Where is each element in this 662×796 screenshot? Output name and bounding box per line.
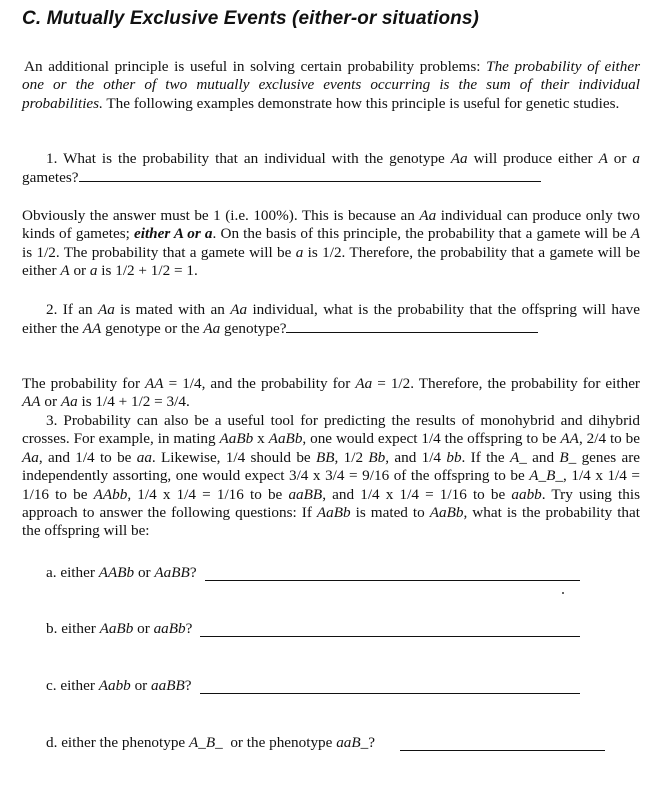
q2-s2: is mated with an (114, 301, 231, 318)
a1-s3: . On the basis of this principle, the probability that a gamete will be (212, 225, 631, 243)
sqd-phenotype-1: A_B_ (188, 734, 223, 751)
a1-allele-cap: A (630, 225, 641, 243)
a2-Aa-2: Aa (60, 393, 78, 411)
a1-s6: or (69, 262, 90, 280)
subquestion-a (46, 564, 197, 582)
question-3 (22, 412, 640, 541)
sqc-answer-blank[interactable] (200, 693, 580, 694)
q3-s15: . Try using this approach to answer the following questions: If (22, 485, 640, 522)
q3-g1: AA (560, 430, 579, 448)
question-1 (22, 150, 640, 188)
sqa-genotype-1: AABb (98, 564, 135, 581)
q3-s14: , and 1/4 x 1/4 = 1/16 to be (322, 485, 512, 503)
q3-s12: , 1/4 x 1/4 = 1/16 to be (22, 467, 640, 503)
sqb-mid: or (133, 620, 154, 637)
intro-lead: An additional principle is useful in solving certain probability problems: (24, 58, 487, 75)
q2-genotype-2: Aa (230, 301, 248, 318)
q3-g4: BB (315, 448, 335, 466)
a2-s4: or (40, 393, 61, 411)
a1-allele-low: a (295, 243, 304, 261)
q2-s1: 2. If an (46, 301, 98, 318)
sqb-prefix: b. either (46, 620, 100, 637)
sqb-end: ? (185, 620, 193, 637)
q3-g3: aa (136, 448, 152, 466)
a1-genotype: Aa (419, 207, 437, 224)
q3-s17: , what is the probability that the offspring will be: (22, 504, 640, 540)
a2-s2: = 1/4, and the probability for (163, 375, 356, 392)
q3-s5: , and 1/4 to be (38, 448, 137, 466)
a2-AA-2: AA (22, 393, 41, 411)
q3-g7: A_ (509, 448, 527, 466)
q3-s13: , 1/4 x 1/4 = 1/16 to be (127, 485, 289, 503)
q3-g5: Bb (368, 448, 386, 466)
q3-s8: , and 1/4 (385, 448, 447, 466)
q1-genotype: Aa (450, 150, 468, 167)
q3-s1: 3. Probability can also be a useful tool for predicting the results of monohybrid and dihybrid crosses. For example, in mating (22, 412, 640, 448)
q1-answer-blank[interactable] (79, 168, 541, 182)
q3-s7: , 1/2 (334, 448, 369, 466)
q1-text-d: gametes? (22, 169, 79, 187)
a1-s2: individual can produce only two kinds of gametes; (22, 207, 640, 243)
q3-g6: bb (446, 448, 462, 466)
answer-2-paragraph (22, 375, 640, 412)
q2-s4: genotype or the (101, 320, 204, 338)
sqa-end: ? (189, 564, 197, 581)
q3-s16: is mated to (350, 504, 430, 522)
sqc-genotype-2: aaBB (151, 677, 185, 694)
sqd-prefix: d. either the phenotype (46, 734, 189, 751)
q2-s3: individual, what is the probability that the offspring will have either the (22, 301, 641, 338)
q2-genotype-3: Aa (203, 320, 221, 338)
sqb-answer-blank[interactable] (200, 636, 580, 637)
answer-1-paragraph (22, 207, 640, 281)
sqd-phenotype-2: aaB_ (336, 734, 369, 751)
sqa-prefix: a. either (46, 564, 99, 581)
q3-s3: , one would expect 1/4 the offspring to be (302, 430, 561, 448)
a1-s5: is 1/2. Therefore, the probability that a gamete will be either (22, 243, 640, 280)
sqc-end: ? (184, 677, 192, 694)
q2-s5: genotype? (220, 320, 287, 338)
sqa-answer-blank[interactable] (205, 580, 580, 581)
q3-g9: A_B_ (529, 467, 563, 485)
q1-text-a: What is the probability that an individual with the genotype (57, 150, 451, 167)
q1-number: 1. (46, 150, 58, 167)
intro-principle: The probability of either one or the other of two mutually exclusive events occurring is the sum of their individual probabilities. (22, 58, 640, 112)
sqd-answer-blank[interactable] (400, 750, 605, 751)
q2-genotype-AA: AA (82, 320, 102, 338)
sqb-genotype-1: AaBb (99, 620, 134, 637)
sqc-prefix: c. either (46, 677, 99, 694)
sqc-mid: or (130, 677, 152, 694)
question-2 (22, 301, 640, 339)
q3-s10: and (526, 448, 560, 466)
q3-s6: . Likewise, 1/4 should be (151, 448, 316, 466)
q2-answer-blank[interactable] (286, 319, 538, 333)
sqd-end: ? (368, 734, 375, 751)
subquestion-c (46, 677, 192, 695)
q2-genotype-1: Aa (97, 301, 115, 318)
a1-either: either A or a (133, 225, 213, 243)
sqa-genotype-2: AaBB (154, 564, 190, 581)
sqb-genotype-2: aaBb (153, 620, 186, 637)
sqc-genotype-1: Aabb (98, 677, 131, 694)
q1-text-c: or (607, 150, 633, 167)
a1-s4: is 1/2. The probability that a gamete will be (22, 243, 296, 261)
q3-g12: aabb (511, 485, 542, 503)
a2-s3: = 1/2. Therefore, the probability for either (372, 375, 640, 392)
intro-paragraph (22, 58, 640, 113)
stray-dot (562, 592, 564, 594)
q3-cross-2: AaBb (268, 430, 303, 448)
a2-Aa: Aa (355, 375, 373, 392)
q3-s11: genes are independently assorting, one would expect 3/4 x 3/4 = 9/16 of the offspring to be (22, 448, 640, 485)
a1-s7: is 1/2 + 1/2 = 1. (97, 262, 198, 280)
a2-AA: AA (145, 375, 164, 392)
section-title: C. Mutually Exclusive Events (either-or situations) (22, 8, 479, 29)
q1-allele-low: a (632, 150, 640, 167)
q3-g8: B_ (559, 448, 577, 466)
q3-s2: x (253, 430, 269, 448)
q3-g2: Aa (22, 448, 39, 466)
q3-g10: AAbb (93, 485, 128, 503)
subquestion-b (46, 620, 192, 638)
q3-g14: AaBb (429, 504, 464, 522)
q1-allele-cap: A (598, 150, 608, 167)
q3-s9: . If the (461, 448, 510, 466)
intro-tail: The following examples demonstrate how this principle is useful for genetic studies. (102, 94, 620, 112)
q3-cross-1: AaBb (219, 430, 254, 448)
sqd-mid: or the phenotype (222, 734, 337, 751)
a1-allele-cap-2: A (60, 262, 70, 280)
q1-text-b: will produce either (467, 150, 599, 167)
q3-g13: AaBb (316, 504, 351, 522)
q3-g11: aaBB (288, 485, 323, 503)
subquestion-d (46, 734, 375, 752)
q3-s4: , 2/4 to be (578, 430, 641, 448)
sqa-mid: or (134, 564, 155, 581)
a2-s5: is 1/4 + 1/2 = 3/4. (77, 393, 190, 411)
a1-allele-low-2: a (89, 262, 98, 280)
a1-s1: Obviously the answer must be 1 (i.e. 100%). This is because an (22, 207, 420, 224)
a2-s1: The probability for (22, 375, 146, 392)
